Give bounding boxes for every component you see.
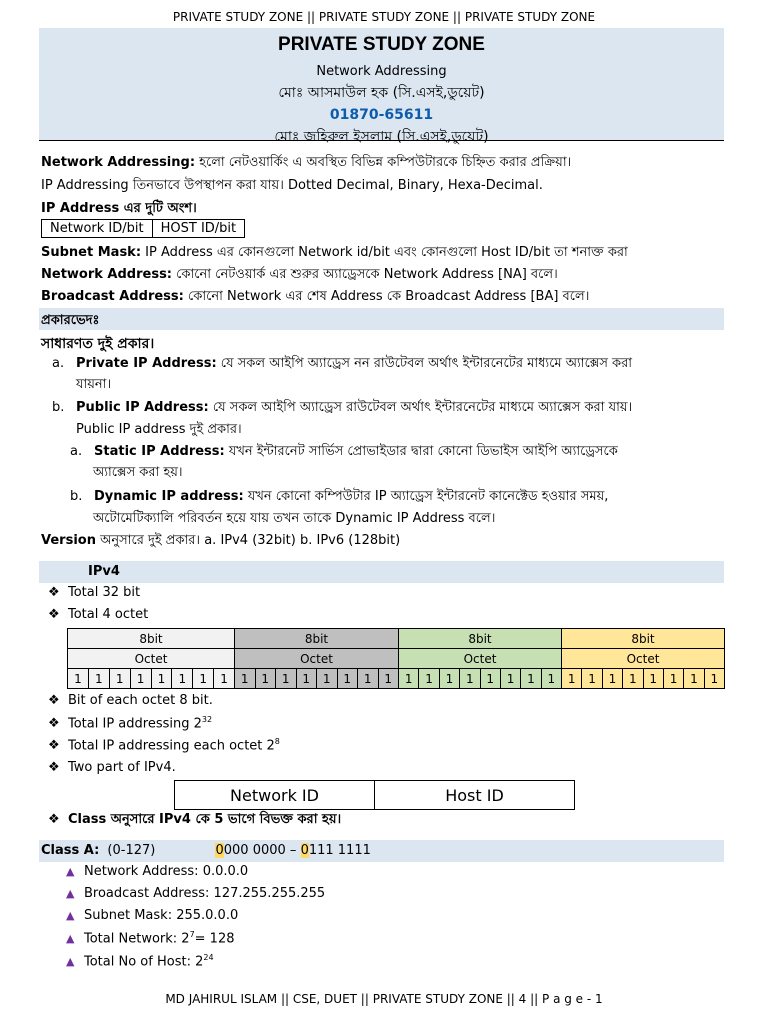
- bit-cell: 1: [704, 669, 724, 689]
- types-heading: প্রকারভেদঃ: [41, 313, 100, 328]
- ipv4-heading: IPv4: [88, 564, 120, 579]
- host-id-cell: Host ID: [375, 781, 575, 810]
- bit-cell: 1: [151, 669, 172, 689]
- arrow-bullet-icon: ▲: [66, 955, 75, 969]
- static-ip-item: [70, 442, 618, 463]
- bit-cell: 1: [460, 669, 480, 689]
- class-a-label: Class A:: [41, 843, 100, 858]
- class-a-bar: [39, 840, 724, 862]
- bit-cell: 1: [684, 669, 704, 689]
- subnet-label: Subnet Mask:: [41, 245, 142, 260]
- static-ip-text: যখন ইন্টারনেট সার্ভিস প্রোভাইডার দ্বারা কোনো ডিভাইস আইপি অ্যাড্রেসকে: [224, 444, 618, 459]
- list-marker: a.: [70, 444, 83, 459]
- diamond-bullet-icon: ❖: [48, 738, 60, 754]
- bit-cell: 1: [235, 669, 256, 689]
- host-id-box: HOST ID/bit: [152, 220, 245, 237]
- broadcast-definition: [41, 287, 731, 308]
- total-network-value: = 128: [194, 931, 235, 947]
- octet-bit-label: 8bit: [235, 629, 399, 649]
- bit-cell: 1: [439, 669, 459, 689]
- exponent: 24: [203, 953, 214, 962]
- bit-cell: 1: [663, 669, 683, 689]
- bit-cell: 1: [419, 669, 439, 689]
- bit-cell: 1: [378, 669, 399, 689]
- network-host-table: [174, 780, 575, 810]
- octet-bit-label: 8bit: [68, 629, 235, 649]
- octet-table: [67, 628, 725, 689]
- static-ip-text-2: অ্যাক্সেস করা হয়।: [93, 465, 183, 480]
- netaddr-label: Network Address:: [41, 267, 173, 282]
- class-a-broadcast-address: Broadcast Address: 127.255.255.255: [84, 886, 326, 901]
- arrow-bullet-icon: ▲: [66, 909, 75, 922]
- author-2: মোঃ জহিরুল ইসলাম (সি.এসই,ডুয়েট): [274, 129, 489, 145]
- octet-label: Octet: [562, 649, 725, 669]
- bcast-label: Broadcast Address:: [41, 289, 184, 304]
- bit-cell: 1: [623, 669, 643, 689]
- list-marker: a.: [52, 356, 65, 371]
- bit-cell: 1: [602, 669, 622, 689]
- diamond-bullet-icon: ❖: [48, 716, 60, 732]
- bit-cell: 1: [214, 669, 235, 689]
- bullet-total-bit: Total 32 bit: [68, 585, 141, 600]
- octet-label: Octet: [68, 649, 235, 669]
- list-marker: b.: [52, 400, 65, 415]
- list-item: [66, 930, 235, 946]
- bullet-total-octet: Total 4 octet: [68, 607, 149, 622]
- static-ip-label: Static IP Address:: [94, 444, 225, 459]
- list-item: [48, 585, 140, 600]
- class-a-range: (0-127): [107, 843, 156, 858]
- highlight-bit: 0: [300, 843, 309, 858]
- list-item: [48, 810, 341, 831]
- diamond-bullet-icon: ❖: [48, 693, 60, 708]
- exponent: 32: [201, 715, 213, 724]
- bullet-two-parts: Two part of IPv4.: [68, 760, 176, 775]
- list-item: [48, 715, 212, 731]
- list-marker: b.: [70, 489, 83, 504]
- na-text: হলো নেটওয়ার্কিং এ অবস্থিত বিভিন্ন কম্পিউটারকে চিহ্নিত করার প্রক্রিয়া।: [195, 155, 572, 170]
- ip-parts-box: [41, 219, 245, 238]
- na-label: Network Addressing:: [41, 155, 196, 170]
- subnet-text: IP Address এর কোনগুলো Network id/bit এবং কোনগুলো Host ID/bit তা শনাক্ত করা: [141, 245, 628, 260]
- header-block: [39, 28, 724, 145]
- exponent: 8: [274, 737, 280, 746]
- dynamic-ip-label: Dynamic IP address:: [94, 489, 244, 504]
- class-a-network-address: Network Address: 0.0.0.0: [84, 864, 249, 879]
- public-ip-label: Public IP Address:: [76, 400, 209, 415]
- exponent: 7: [189, 930, 195, 939]
- octet-label: Octet: [399, 649, 562, 669]
- list-item: [48, 737, 280, 753]
- page-subtitle: Network Addressing: [316, 64, 447, 79]
- bit-cell: 1: [276, 669, 297, 689]
- ip-formats: IP Addressing তিনভাবে উপস্থাপন করা যায়। Dotted Decimal, Binary, Hexa-Decimal.: [41, 178, 543, 193]
- bit-cell: 1: [193, 669, 214, 689]
- list-item: [66, 953, 214, 969]
- page-title: PRIVATE STUDY ZONE: [278, 34, 485, 55]
- bullet-total-ip-octet: Total IP addressing each octet 2: [68, 738, 275, 754]
- dynamic-ip-text-2: অটোমেটিক্যালি পরিবর্তন হয়ে যায় তখন তাকে Dynamic IP Address বলে।: [93, 511, 496, 526]
- network-address-definition: [41, 265, 731, 286]
- bit-cell: 1: [480, 669, 500, 689]
- class-division-line: Class অনুসারে IPv4 কে 5 ভাগে বিভক্ত করা হয়।: [68, 812, 342, 827]
- page-footer: MD JAHIRUL ISLAM || CSE, DUET || PRIVATE STUDY ZONE || 4 || P a g e - 1: [165, 992, 603, 1006]
- diamond-bullet-icon: ❖: [48, 607, 60, 622]
- class-a-subnet-mask: Subnet Mask: 255.0.0.0: [84, 908, 239, 923]
- network-id-box: Network ID/bit: [50, 221, 144, 236]
- dynamic-ip-text: যখন কোনো কম্পিউটার IP অ্যাড্রেস ইন্টারনেট কানেক্টেড হওয়ার সময়,: [243, 489, 609, 504]
- list-item: [66, 908, 238, 923]
- bcast-text: কোনো Network এর শেষ Address কে Broadcast Address [BA] বলে।: [183, 289, 590, 304]
- diamond-bullet-icon: ❖: [48, 760, 60, 775]
- arrow-bullet-icon: ▲: [66, 887, 75, 900]
- bit-cell: 1: [582, 669, 602, 689]
- bit-cell: 1: [562, 669, 582, 689]
- arrow-bullet-icon: ▲: [66, 932, 75, 946]
- class-a-heading: [41, 843, 371, 858]
- octet-bit-label: 8bit: [399, 629, 562, 649]
- bit-cell: 1: [109, 669, 130, 689]
- bit-cell: 1: [643, 669, 663, 689]
- subnet-definition: [41, 243, 731, 264]
- bit-cell: 1: [130, 669, 151, 689]
- bit-cell: 1: [521, 669, 541, 689]
- octet-label: Octet: [235, 649, 399, 669]
- private-ip-text-2: যায়না।: [76, 377, 112, 392]
- bit-cell: 1: [399, 669, 419, 689]
- private-ip-item: [52, 354, 632, 375]
- bit-cell: 1: [172, 669, 193, 689]
- ipv4-heading-bar: [39, 561, 724, 583]
- types-sub: সাধারণত দুই প্রকার।: [41, 336, 155, 352]
- list-item: [66, 864, 248, 879]
- bit-cell: 1: [337, 669, 358, 689]
- highlight-bit: 0: [215, 843, 224, 858]
- dynamic-ip-item: [70, 487, 608, 508]
- network-id-cell: Network ID: [175, 781, 375, 810]
- netaddr-text: কোনো নেটওয়ার্ক এর শুরুর অ্যাড্রেসকে Network Address [NA] বলে।: [172, 267, 558, 282]
- diamond-bullet-icon: ❖: [48, 585, 60, 600]
- class-a-total-host: Total No of Host: 2: [84, 954, 204, 970]
- bit-cell: 1: [317, 669, 338, 689]
- top-banner: PRIVATE STUDY ZONE || PRIVATE STUDY ZONE || PRIVATE STUDY ZONE: [172, 10, 596, 24]
- class-a-total-network: Total Network: 2: [84, 931, 190, 947]
- list-item: [66, 886, 325, 901]
- bullet-total-ip: Total IP addressing 2: [68, 716, 202, 732]
- public-ip-item: [52, 398, 632, 419]
- types-heading-bar: [39, 308, 724, 330]
- arrow-bullet-icon: ▲: [66, 865, 75, 878]
- bit-cell: 1: [88, 669, 109, 689]
- bullet-bit-each-octet: Bit of each octet 8 bit.: [68, 693, 213, 708]
- class-a-binary: 0000 0000 – 0111 1111: [215, 843, 371, 858]
- na-definition: [41, 153, 731, 174]
- version-label: Version: [41, 533, 96, 548]
- list-item: [48, 607, 148, 622]
- bit-cell: 1: [255, 669, 276, 689]
- public-ip-text-2: Public IP address দুই প্রকার।: [76, 422, 242, 437]
- bit-cell: 1: [296, 669, 317, 689]
- phone-number: 01870-65611: [329, 107, 434, 123]
- public-ip-text: যে সকল আইপি অ্যাড্রেস রাউটেবল অর্থাৎ ইন্টারনেটের মাধ্যমে অ্যাক্সেস করা যায়।: [208, 400, 633, 415]
- version-text: অনুসারে দুই প্রকার। a. IPv4 (32bit) b. IPv6 (128bit): [95, 533, 401, 548]
- version-line: [41, 531, 731, 552]
- author-1: মোঃ আসমাউল হক (সি.এসই,ডুয়েট): [278, 85, 485, 101]
- bit-cell: 1: [68, 669, 89, 689]
- ip-parts-title: IP Address এর দুটি অংশ।: [41, 201, 197, 216]
- octet-bit-label: 8bit: [562, 629, 725, 649]
- list-item: [48, 760, 176, 775]
- list-item: [48, 693, 213, 708]
- bit-cell: 1: [500, 669, 520, 689]
- bit-cell: 1: [358, 669, 379, 689]
- private-ip-text: যে সকল আইপি অ্যাড্রেস নন রাউটেবল অর্থাৎ ইন্টারনেটের মাধ্যমে অ্যাক্সেস করা: [216, 356, 633, 371]
- bit-cell: 1: [541, 669, 561, 689]
- diamond-bullet-icon: ❖: [48, 812, 60, 827]
- private-ip-label: Private IP Address:: [76, 356, 217, 371]
